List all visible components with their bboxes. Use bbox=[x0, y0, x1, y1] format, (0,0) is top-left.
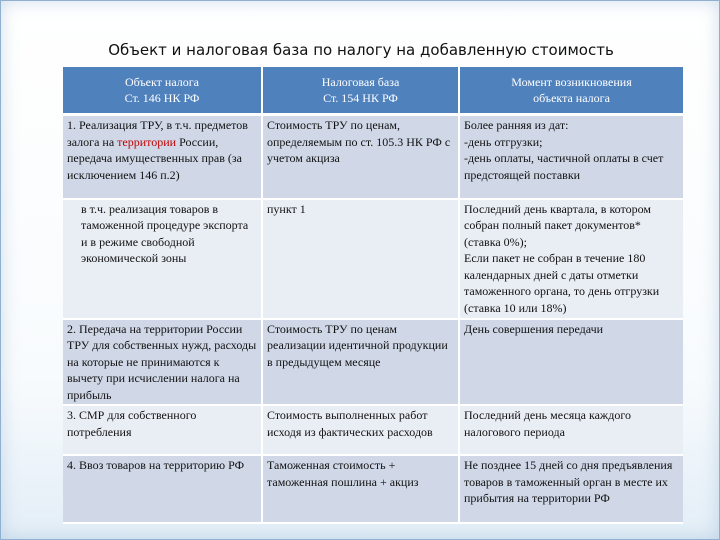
header-line: Ст. 154 НК РФ bbox=[323, 91, 398, 105]
cell-line: -день оплаты, частичной оплаты в счет предстоящей поставки bbox=[464, 151, 664, 182]
cell-object: 4. Ввоз товаров на территорию РФ bbox=[63, 455, 262, 523]
cell-moment bbox=[459, 455, 683, 523]
cell-text: в т.ч. реализация товаров в таможенной процедуре экспорта и в режиме свободной экономической зоны bbox=[81, 201, 249, 265]
cell-line: Более ранняя из дат: bbox=[464, 118, 569, 132]
table-row bbox=[63, 199, 683, 319]
header-tax-base bbox=[262, 67, 459, 115]
cell-base: Таможенная стоимость + таможенная пошлина + акциз bbox=[262, 455, 459, 523]
cell-base: Стоимость выполненных работ исходя из фактических расходов bbox=[262, 405, 459, 455]
vat-object-table bbox=[63, 67, 683, 524]
cell-moment bbox=[459, 115, 683, 199]
slide-title: Объект и налоговая база по налогу на добавленную стоимость bbox=[108, 41, 614, 59]
cell-line: Последний день месяца каждого налогового периода bbox=[464, 408, 631, 439]
header-line: объекта налога bbox=[533, 91, 610, 105]
table-row bbox=[63, 115, 683, 199]
cell-text: России, передача имущественных прав (за исключением 146 п.2) bbox=[67, 134, 242, 182]
cell-line: -день отгрузки; bbox=[464, 134, 543, 149]
cell-object bbox=[63, 115, 262, 199]
cell-line: День совершения передачи bbox=[464, 321, 604, 336]
table-row bbox=[63, 405, 683, 455]
highlight-text: территории bbox=[117, 134, 177, 149]
cell-moment bbox=[459, 319, 683, 406]
header-line: Ст. 146 НК РФ bbox=[124, 91, 200, 105]
cell-object bbox=[63, 199, 262, 319]
table-row bbox=[63, 455, 683, 523]
table-row bbox=[63, 319, 683, 406]
header-line: Налоговая база bbox=[321, 75, 400, 89]
header-moment bbox=[459, 67, 683, 115]
cell-base: Стоимость ТРУ по ценам, определяемым по ст. 105.3 НК РФ с учетом акциза bbox=[262, 115, 459, 199]
header-tax-object bbox=[63, 67, 262, 115]
cell-base: Стоимость ТРУ по ценам реализации идентичной продукции в предыдущем месяце bbox=[262, 319, 459, 406]
header-line: Объект налога bbox=[124, 75, 199, 89]
cell-line: Последний день квартала, в котором собран полный пакет документов* (ставка 0%); bbox=[464, 201, 651, 249]
cell-object: 2. Передача на территории России ТРУ для собственных нужд, расходы на которые не принимаются к вычету при исчислении налога на прибыль bbox=[63, 319, 262, 406]
cell-moment bbox=[459, 199, 683, 319]
cell-object: 3. СМР для собственного потребления bbox=[63, 405, 262, 455]
cell-line: Если пакет не собран в течение 180 календарных дней с даты отметки таможенного органа, то день отгрузки (ставка 10 или 18%) bbox=[464, 251, 660, 315]
cell-line: Не позднее 15 дней со дня предъявления товаров в таможенный орган в месте их прибытия на территории РФ bbox=[464, 458, 673, 505]
cell-moment bbox=[459, 405, 683, 455]
header-line: Момент возникновения bbox=[511, 75, 632, 89]
table-header-row bbox=[63, 67, 683, 115]
cell-text: 1. Реализация ТРУ, в т.ч. предметов залога на bbox=[67, 118, 248, 149]
cell-base: пункт 1 bbox=[262, 199, 459, 319]
